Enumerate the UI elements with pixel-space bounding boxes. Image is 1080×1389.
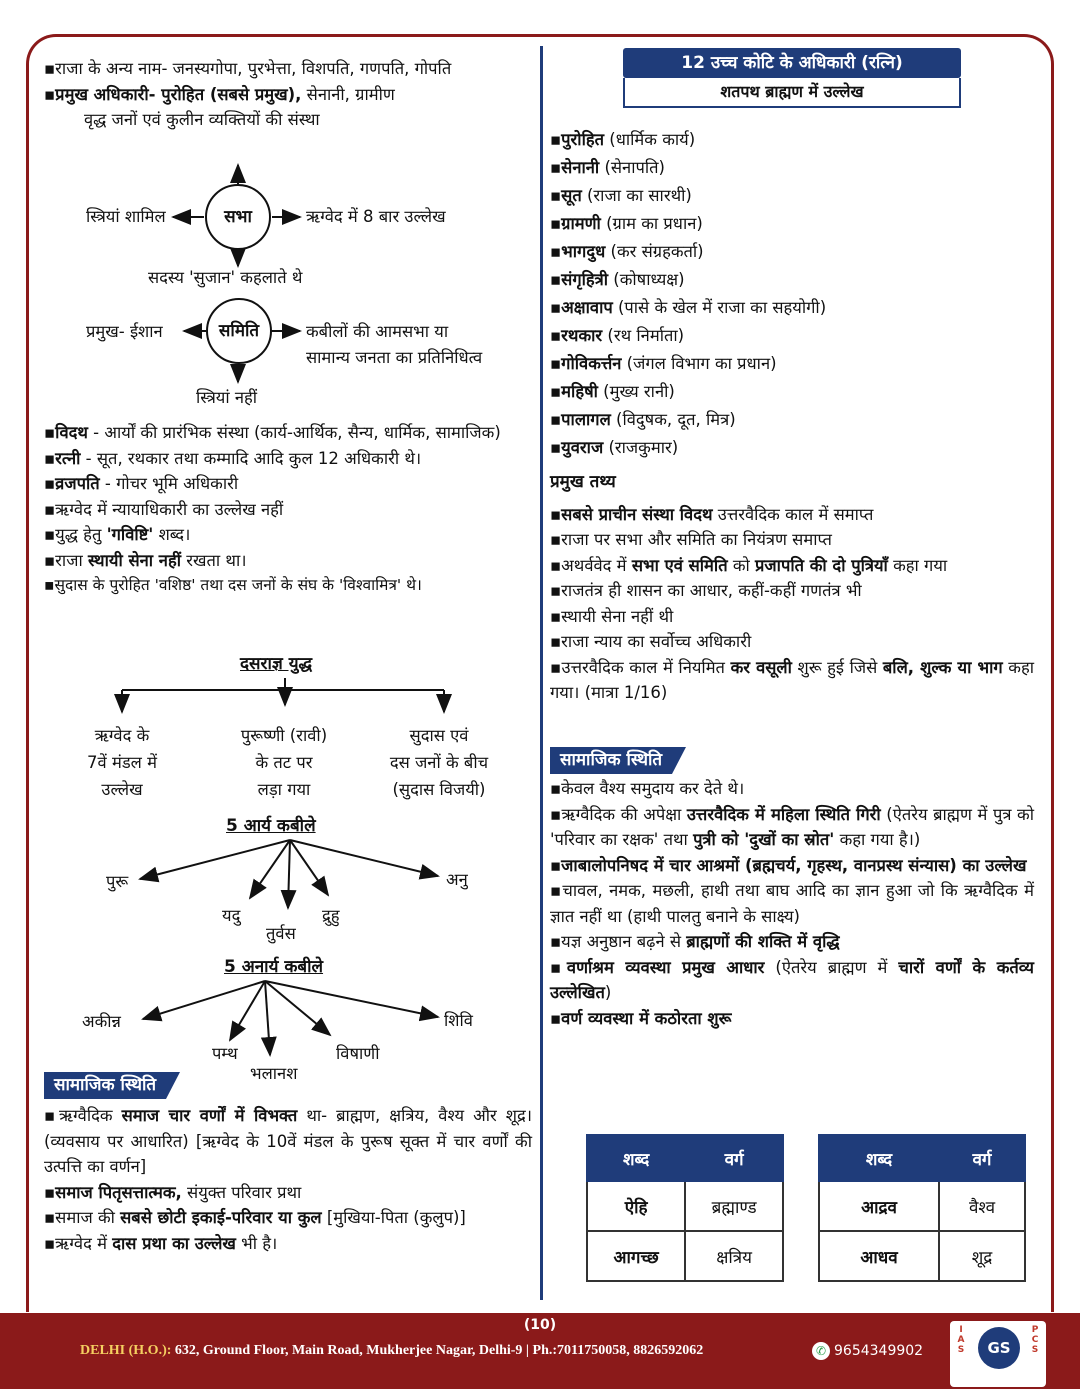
fact-1: ▪सबसे प्राचीन संस्था विदथ उत्तरवैदिक काल में समाप्त (550, 504, 874, 524)
left-social (44, 1103, 532, 1256)
anarya-vishani: विषाणी (336, 1044, 380, 1063)
list-item: ▪ग्रामणी (ग्राम का प्रधान) (550, 214, 703, 233)
list-item: ▪पुरोहित (धार्मिक कार्य) (550, 130, 696, 149)
dasraj-branch-2: पुरूष्णी (रावी) के तट पर लड़ा गया (240, 726, 328, 799)
list-item: ▪पालागल (विदुषक, दूत, मित्र) (550, 410, 736, 429)
word-table-2 (818, 1134, 1026, 1282)
arya-druhu: द्रुहु (322, 906, 340, 925)
social-2: ▪ऋग्वैदिक की अपेक्षा उत्तरवैदिक में महिला स्थिति गिरी (ऐतरेय ब्राह्मण में पुत्र को 'परिवार का रक्षक' तथा पुत्री को 'दुखों का स्रोत' कहा गया है।) (550, 804, 1034, 849)
arya-anu: अनु (446, 870, 468, 889)
samiti-right-2: सामान्य जनता का प्रतिनिधित्व (306, 348, 483, 367)
officer-list (550, 126, 1034, 462)
varna-line: ▪ऋग्वैदिक समाज चार वर्णों में विभक्त था- ब्राह्मण, क्षत्रिय, वैश्य और शूद्र। (व्यवसाय पर आधारित) [ऋग्वेद के 10वें मंडल के पुरूष सूक्त में चार वर्णों की उत्पत्ति का वर्णन] (44, 1106, 532, 1176)
samiti-right-1: कबीलों की आमसभा या (306, 322, 449, 341)
social-3: ▪जाबालोपनिषद में चार आश्रमों (ब्रह्मचर्य, गृहस्थ, वानप्रस्थ संन्यास) का उल्लेख (550, 855, 1027, 875)
samiti-node: समिति (206, 298, 272, 364)
footer-address: DELHI (H.O.): 632, Ground Floor, Main Road, Mukherjee Nagar, Delhi-9 | Ph.:7011750058, 8826592062 (80, 1343, 704, 1358)
sabha-below: सदस्य 'सुजान' कहलाते थे (148, 268, 303, 287)
dasraj-title: दसराज्ञ युद्ध (240, 654, 313, 674)
anarya-akinn: अकीन्न (82, 1012, 121, 1031)
list-item: ▪गोविकर्त्तन (जंगल विभाग का प्रधान) (550, 354, 777, 373)
table-row: आगच्छ क्षत्रिय (587, 1231, 783, 1281)
gs-logo: I A S GS P C S (950, 1321, 1046, 1387)
arya-puru: पुरू (106, 872, 129, 891)
left-mid (44, 420, 532, 599)
fact-3: ▪अथर्ववेद में सभा एवं समिति को प्रजापति की दो पुत्रियाँ कहा गया (550, 555, 948, 575)
social-6: ▪वर्णाश्रम व्यवस्था प्रमुख आधार (ऐतरेय ब्राह्मण में चारों वर्णों के कर्तव्य उल्लेखित) (550, 957, 1034, 1002)
table-row: आद्रव वैश्व (819, 1181, 1025, 1231)
table-header: शब्द वर्ग (819, 1135, 1025, 1181)
arya-turvas: तुर्वस (266, 924, 296, 943)
fact-7: ▪उत्तरवैदिक काल में नियमित कर वसूली शुरू हुई जिसे बलि, शुल्क या भाग कहा गया। (मात्रा 1/16) (550, 657, 1034, 702)
list-item: ▪महिषी (मुख्य रानी) (550, 382, 675, 401)
fact-4: ▪राजतंत्र ही शासन का आधार, कहीं-कहीं गणतंत्र भी (550, 581, 862, 600)
social-7: ▪वर्ण व्यवस्था में कठोरता शुरू (550, 1008, 732, 1028)
table-row: आधव शूद्र (819, 1231, 1025, 1281)
word-table-1 (586, 1134, 784, 1282)
list-item: ▪सेनानी (सेनापति) (550, 158, 665, 177)
arya-title: 5 आर्य कबीले (226, 816, 316, 836)
whatsapp-icon: ✆ (812, 1342, 830, 1360)
list-item: ▪युवराज (राजकुमार) (550, 438, 679, 457)
key-facts (550, 470, 1034, 706)
list-item: ▪भागदुध (कर संग्रहकर्ता) (550, 242, 704, 261)
ratni-header (623, 48, 961, 108)
vrajpati-line: ▪व्रजपति - गोचर भूमि अधिकारी (44, 474, 239, 493)
page-number: (10) (523, 1317, 557, 1333)
sudas-line: ▪सुदास के पुरोहित 'वशिष्ठ' तथा दस जनों के संघ के 'विश्वामित्र' थे। (44, 576, 422, 594)
social-5: ▪यज्ञ अनुष्ठान बढ़ने से ब्राह्मणों की शक्ति में वृद्धि (550, 932, 840, 951)
dasraj-branch-1: ऋग्वेद के 7वें मंडल में उल्लेख (87, 726, 157, 799)
left-social-heading: सामाजिक स्थिति (44, 1072, 166, 1099)
fact-6: ▪राजा न्याय का सर्वोच्च अधिकारी (550, 632, 752, 651)
samiti-left: प्रमुख- ईशान (86, 322, 163, 341)
anarya-shivi: शिवि (444, 1011, 473, 1030)
whatsapp-contact[interactable]: ✆ 9654349902 (812, 1342, 923, 1360)
arya-yadu: यदु (222, 906, 241, 925)
anarya-title: 5 अनार्य कबीले (224, 957, 324, 977)
patriarchy-line: ▪समाज पितृसत्तात्मक, संयुक्त परिवार प्रथा (44, 1182, 302, 1202)
ratni-header-sub: शतपथ ब्राह्मण में उल्लेख (623, 78, 961, 108)
sabha-right: ऋग्वेद में 8 बार उल्लेख (306, 207, 446, 226)
key-facts-heading: प्रमुख तथ्य (550, 472, 616, 492)
list-item: ▪अक्षावाप (पासे के खेल में राजा का सहयोगी) (550, 298, 827, 317)
right-social-heading: सामाजिक स्थिति (550, 747, 672, 774)
list-item: ▪सूत (राजा का सारथी) (550, 186, 692, 205)
vidath-line: ▪विदथ - आर्यों की प्रारंभिक संस्था (कार्य-आर्थिक, सैन्य, धार्मिक, सामाजिक) (44, 423, 501, 442)
social-1: ▪केवल वैश्य समुदाय कर देते थे। (550, 779, 745, 798)
fact-5: ▪स्थायी सेना नहीं थी (550, 606, 674, 626)
samiti-below: स्त्रियां नहीं (196, 388, 258, 407)
left-intro (44, 56, 532, 133)
anarya-bhalanash: भलानश (250, 1064, 298, 1083)
king-names: ▪राजा के अन्य नाम- जनस्यगोपा, पुरभेत्ता, विशपति, गणपति, गोपति (44, 59, 452, 78)
list-item: ▪संगृहित्री (कोषाध्यक्ष) (550, 270, 685, 289)
anarya-pamth: पम्थ (212, 1044, 238, 1063)
sabha-node: सभा (205, 184, 271, 250)
table-row: ऐहि ब्रह्माण्ड (587, 1181, 783, 1231)
right-social (550, 776, 1034, 1031)
table-header: शब्द वर्ग (587, 1135, 783, 1181)
social-4: ▪चावल, नमक, मछली, हाथी तथा बाघ आदि का ज्ञान हुआ जो कि ऋग्वैदिक में ज्ञात नहीं था (हाथी पालतु बनाने के साक्ष्य) (550, 881, 1034, 926)
gavishti-line: ▪युद्ध हेतु 'गविष्टि' शब्द। (44, 525, 191, 544)
fact-2: ▪राजा पर सभा और समिति का नियंत्रण समाप्त (550, 530, 832, 549)
footer (0, 1313, 1080, 1389)
sabha-left: स्त्रियां शामिल (86, 207, 166, 226)
slavery-line: ▪ऋग्वेद में दास प्रथा का उल्लेख भी है। (44, 1233, 278, 1253)
family-line: ▪समाज की सबसे छोटी इकाई-परिवार या कुल [मुखिया-पिता (कुलुप)] (44, 1208, 466, 1227)
elders-assembly: वृद्ध जनों एवं कुलीन व्यक्तियों की संस्था (84, 110, 320, 129)
judge-line: ▪ऋग्वेद में न्यायाधिकारी का उल्लेख नहीं (44, 499, 284, 519)
dasraj-branch-3: सुदास एवं दस जनों के बीच (सुदास विजयी) (389, 726, 489, 799)
ratni-line: ▪रत्नी - सूत, रथकार तथा कम्मादि आदि कुल 12 अधिकारी थे। (44, 448, 422, 468)
ratni-header-title: 12 उच्च कोटि के अधिकारी (रत्नि) (623, 48, 961, 78)
list-item: ▪रथकार (रथ निर्माता) (550, 326, 685, 345)
chief-officers: ▪प्रमुख अधिकारी- पुरोहित (सबसे प्रमुख), सेनानी, ग्रामीण (44, 84, 395, 104)
army-line: ▪राजा स्थायी सेना नहीं रखता था। (44, 550, 247, 570)
column-divider (540, 46, 543, 1300)
